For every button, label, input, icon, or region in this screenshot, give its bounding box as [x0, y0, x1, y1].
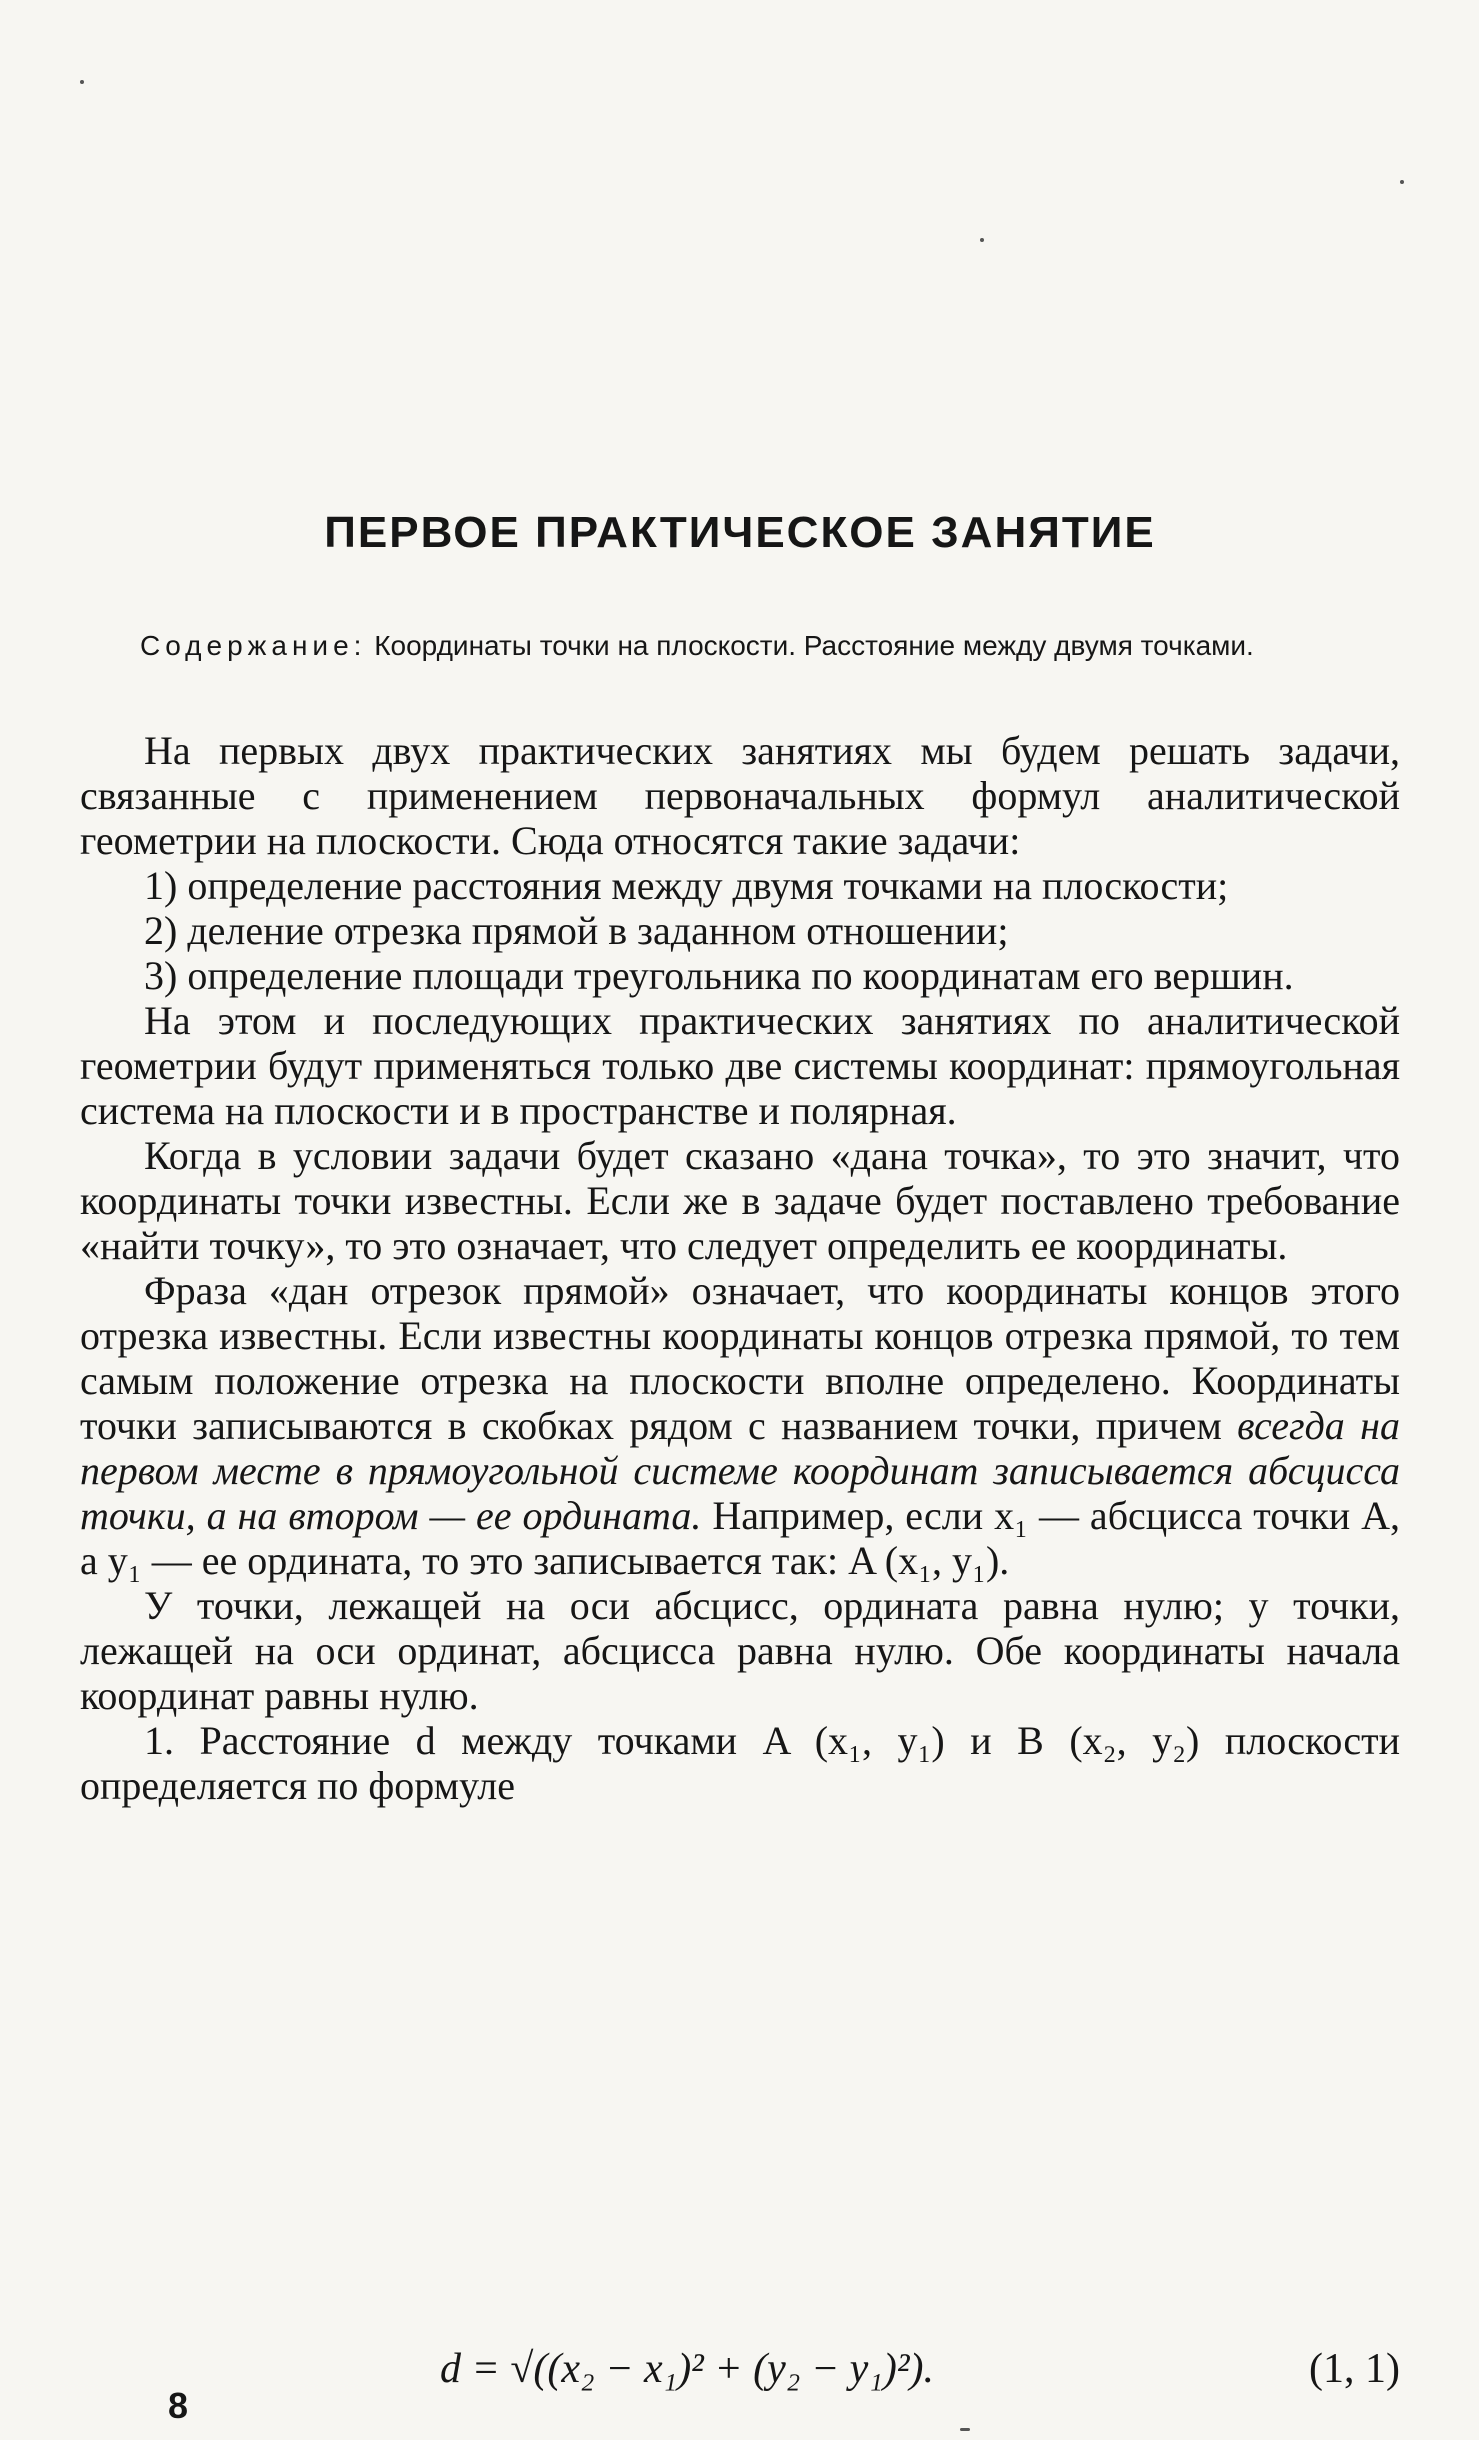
- paragraph-text: Фраза «дан отрезок прямой» означает, что координаты концов этого отрезка известны. Если известны координаты концов отрезка прямой, то тем самым положение отрезка на плоскости вполне определено. Координаты точки записываются в скобках рядом с названием точки, причем: [80, 1268, 1400, 1448]
- page-title: ПЕРВОЕ ПРАКТИЧЕСКОЕ ЗАНЯТИЕ: [324, 508, 1156, 557]
- paragraph: 1. Расстояние d между точками A (x₁, y₁) и B (x₂, y₂) плоскости определяется по формуле: [80, 1718, 1400, 1808]
- contents-text: Координаты точки на плоскости. Расстояние между двумя точками.: [374, 630, 1254, 661]
- paragraph: [80, 1268, 1400, 1583]
- emphasis-text: всегда на первом месте в прямоугольной системе координат записывается абсцисса точки, а на втором — ее ордината.: [80, 1403, 1401, 1538]
- paragraph: На первых двух практических занятиях мы будем решать задачи, связанные с применением первоначальных формул аналитической геометрии на плоскости. Сюда относятся такие задачи:: [80, 728, 1400, 863]
- scan-speck: [1400, 180, 1404, 184]
- contents-summary: [140, 628, 1479, 664]
- paragraph: У точки, лежащей на оси абсцисс, ордината равна нулю; у точки, лежащей на оси ординат, абсцисса равна нулю. Обе координаты начала координат равны нулю.: [80, 1583, 1400, 1718]
- paragraph-text: Например, если x₁ — абсцисса точки A, а y₁ — ее ордината, то это записывается так: A (x₁, y₁).: [80, 1493, 1401, 1583]
- paragraph: Когда в условии задачи будет сказано «дана точка», то это значит, что координаты точки известны. Если же в задаче будет поставлено требование «найти точку», то это означает, что следует определить ее координаты.: [80, 1133, 1400, 1268]
- page-number: 8: [168, 2385, 189, 2426]
- list-item: 2) деление отрезка прямой в заданном отношении;: [144, 908, 1009, 953]
- paragraph: На этом и последующих практических занятиях по аналитической геометрии будут применяться только две системы координат: прямоугольная система на плоскости и в пространстве и полярная.: [80, 998, 1400, 1133]
- body-text: [80, 728, 1400, 1808]
- formula-number: (1, 1): [1309, 2346, 1400, 2392]
- scan-speck: [960, 2428, 970, 2431]
- list-item: 1) определение расстояния между двумя точками на плоскости;: [144, 863, 1229, 908]
- contents-label: Содержание:: [140, 630, 367, 661]
- list-item: 3) определение площади треугольника по координатам его вершин.: [144, 953, 1294, 998]
- scan-speck: [80, 80, 84, 84]
- scan-speck: [980, 238, 984, 242]
- distance-formula: [80, 2345, 1400, 2405]
- document-page: [80, 0, 1400, 2440]
- formula-expression: d = √((x₂ − x₁)² + (y₂ − y₁)²).: [440, 2346, 934, 2392]
